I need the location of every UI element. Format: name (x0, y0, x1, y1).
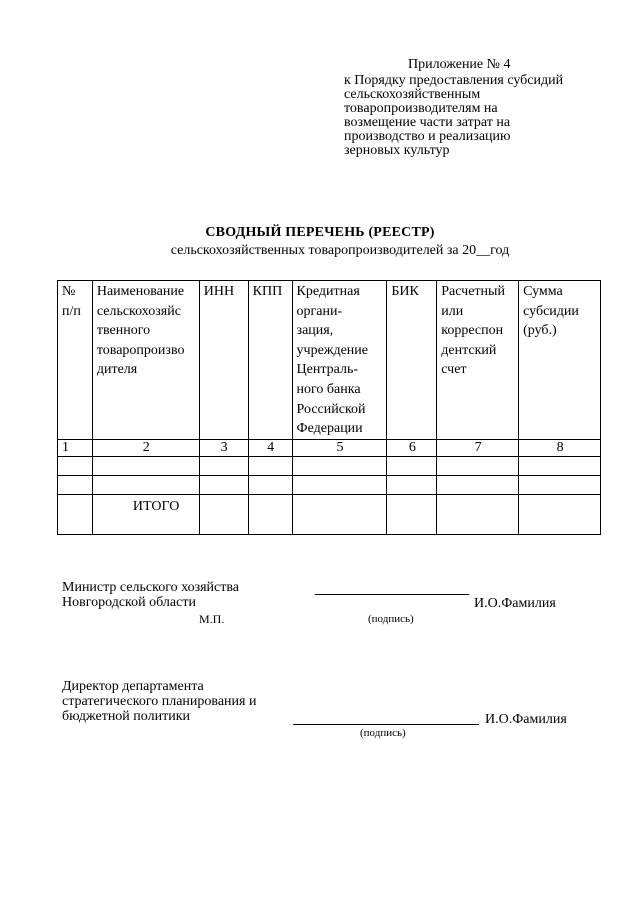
column-number: 2 (92, 439, 199, 456)
appendix-line: к Порядку предоставления субсидий (344, 73, 564, 88)
stamp-label: М.П. (199, 612, 225, 626)
column-number: 7 (437, 439, 519, 456)
minister-signature-caption: (подпись) (368, 613, 414, 625)
header-cell-name: Наименование сельскохозяйс твенного товаропроизво дителя (92, 281, 199, 440)
header-cell-account: Расчетный или корреспон дентский счет (437, 281, 519, 440)
appendix-line: товаропроизводителям на (344, 101, 498, 116)
header-cell-kpp: КПП (248, 281, 292, 440)
director-title: Директор департамента стратегического планирования и бюджетной политики (62, 679, 257, 724)
column-number-row (58, 439, 601, 456)
minister-signature-line (315, 594, 469, 595)
column-number: 8 (519, 439, 601, 456)
appendix-number: Приложение № 4 (408, 57, 511, 72)
header-cell-bank: Кредитная органи- зация, учреждение Централь- ного банка Российской Федерации (292, 281, 387, 440)
minister-name: И.О.Фамилия (474, 596, 556, 611)
appendix-line: производство и реализацию (344, 129, 511, 144)
column-number: 3 (199, 439, 248, 456)
column-number: 6 (387, 439, 437, 456)
director-signature-line (293, 724, 479, 725)
total-row (58, 494, 601, 534)
minister-title: Министр сельского хозяйства Новгородской области (62, 580, 239, 610)
header-row (58, 281, 601, 440)
column-number: 5 (292, 439, 387, 456)
table-row (58, 475, 601, 494)
appendix-line: сельскохозяйственным (344, 87, 481, 102)
header-cell-amount: Сумма субсидии (руб.) (519, 281, 601, 440)
appendix-line: возмещение части затрат на (344, 115, 511, 130)
document-title: СВОДНЫЙ ПЕРЕЧЕНЬ (РЕЕСТР) (205, 225, 435, 240)
registry-table (57, 280, 601, 535)
document-subtitle: сельскохозяйственных товаропроизводителей за 20__год (170, 243, 510, 258)
appendix-line: зерновых культур (344, 143, 450, 158)
column-number: 4 (248, 439, 292, 456)
column-number: 1 (58, 439, 93, 456)
table-row (58, 456, 601, 475)
header-cell-bik: БИК (387, 281, 437, 440)
director-name: И.О.Фамилия (485, 712, 567, 727)
header-cell-number: № п/п (58, 281, 93, 440)
director-signature-caption: (подпись) (360, 727, 406, 739)
total-label: ИТОГО (92, 494, 199, 534)
appendix-header (344, 58, 584, 158)
header-cell-inn: ИНН (199, 281, 248, 440)
